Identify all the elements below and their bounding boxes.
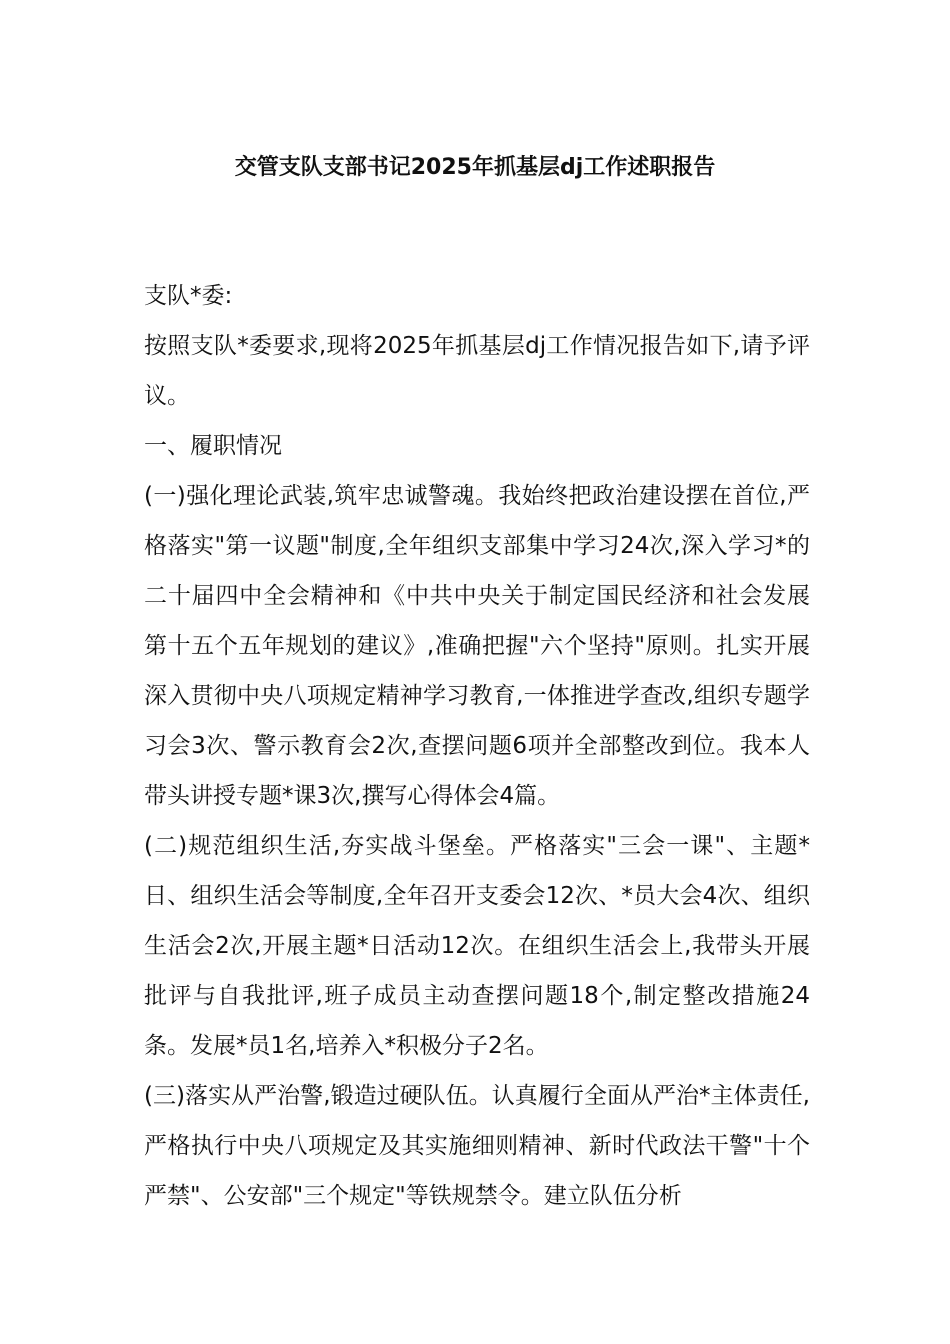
paragraph-theory: (一)强化理论武装,筑牢忠诚警魂。我始终把政治建设摆在首位,严格落实"第一议题"制度,全年组织支部集中学习24次,深入学习*的二十届四中全会精神和《中共中央关于制定国民经济和社会发展第十五个五年规划的建议》,准确把握"六个坚持"原则。扎实开展深入贯彻中央八项规定精神学习教育,一体推进学查改,组织专题学习会3次、警示教育会2次,查摆问题6项并全部整改到位。我本人带头讲授专题*课3次,撰写心得体会4篇。 [144, 483, 810, 809]
document-body [144, 271, 810, 1221]
intro-paragraph: 按照支队*委要求,现将2025年抓基层dj工作情况报告如下,请予评议。 [144, 333, 810, 409]
section-heading: 一、履职情况 [144, 433, 282, 459]
paragraph-discipline: (三)落实从严治警,锻造过硬队伍。认真履行全面从严治*主体责任,严格执行中央八项规定及其实施细则精神、新时代政法干警"十个严禁"、公安部"三个规定"等铁规禁令。建立队伍分析 [144, 1083, 810, 1209]
paragraph-organization: (二)规范组织生活,夯实战斗堡垒。严格落实"三会一课"、主题*日、组织生活会等制度,全年召开支委会12次、*员大会4次、组织生活会2次,开展主题*日活动12次。在组织生活会上,我带头开展批评与自我批评,班子成员主动查摆问题18个,制定整改措施24条。发展*员1名,培养入*积极分子2名。 [144, 833, 810, 1059]
salutation: 支队*委: [144, 283, 233, 309]
document-title: 交管支队支部书记2025年抓基层dj工作述职报告 [234, 155, 716, 180]
